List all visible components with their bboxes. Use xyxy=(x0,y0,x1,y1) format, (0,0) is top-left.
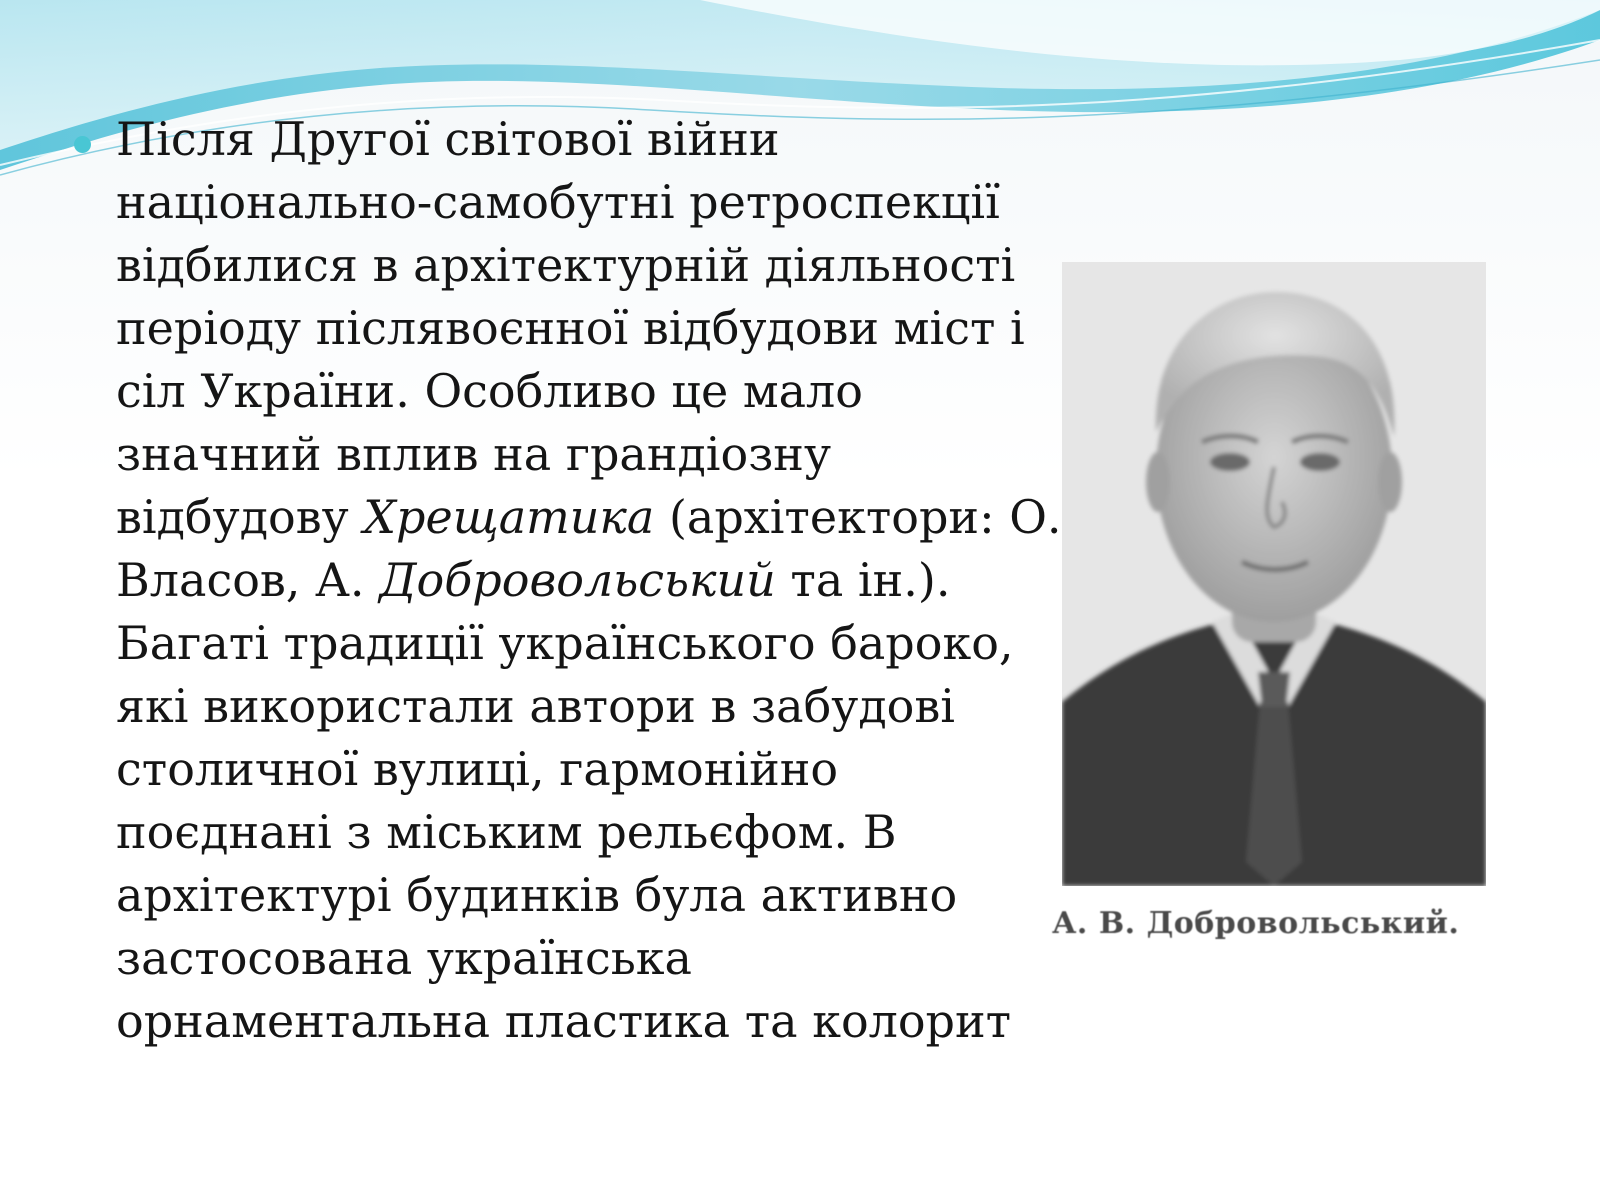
portrait-photo xyxy=(1062,262,1486,886)
paragraph-part-1: Після Другої світової війни національно-самобутні ретроспекції відбилися в архітектурній діяльності періоду післявоєнної відбудови міст і сіл України. Особливо це мало значний вплив на грандіозну відбудову xyxy=(116,112,1025,544)
bullet-item xyxy=(72,108,1062,1053)
paragraph-text xyxy=(116,112,1062,1048)
bullet-list xyxy=(72,108,1062,1053)
paragraph-part-2: (архітектори: О. Власов, А. xyxy=(116,490,1062,607)
paragraph-emphasis-dobrovolsky: Добровольський xyxy=(379,553,776,607)
paragraph-emphasis-khreshchatyk: Хрещатика xyxy=(363,490,655,544)
bullet-dot-icon xyxy=(74,136,91,153)
paragraph-part-3: та ін.). Багаті традиції українського бароко, які використали автори в забудові столичної вулиці, гармонійно поєднані з міським рельєфом. В архітектурі будинків була активно застосована українська орнаментальна пластика та колорит xyxy=(116,553,1014,1048)
photo-caption: А. В. Добровольський. xyxy=(1052,906,1460,941)
portrait-illustration xyxy=(1062,262,1486,886)
